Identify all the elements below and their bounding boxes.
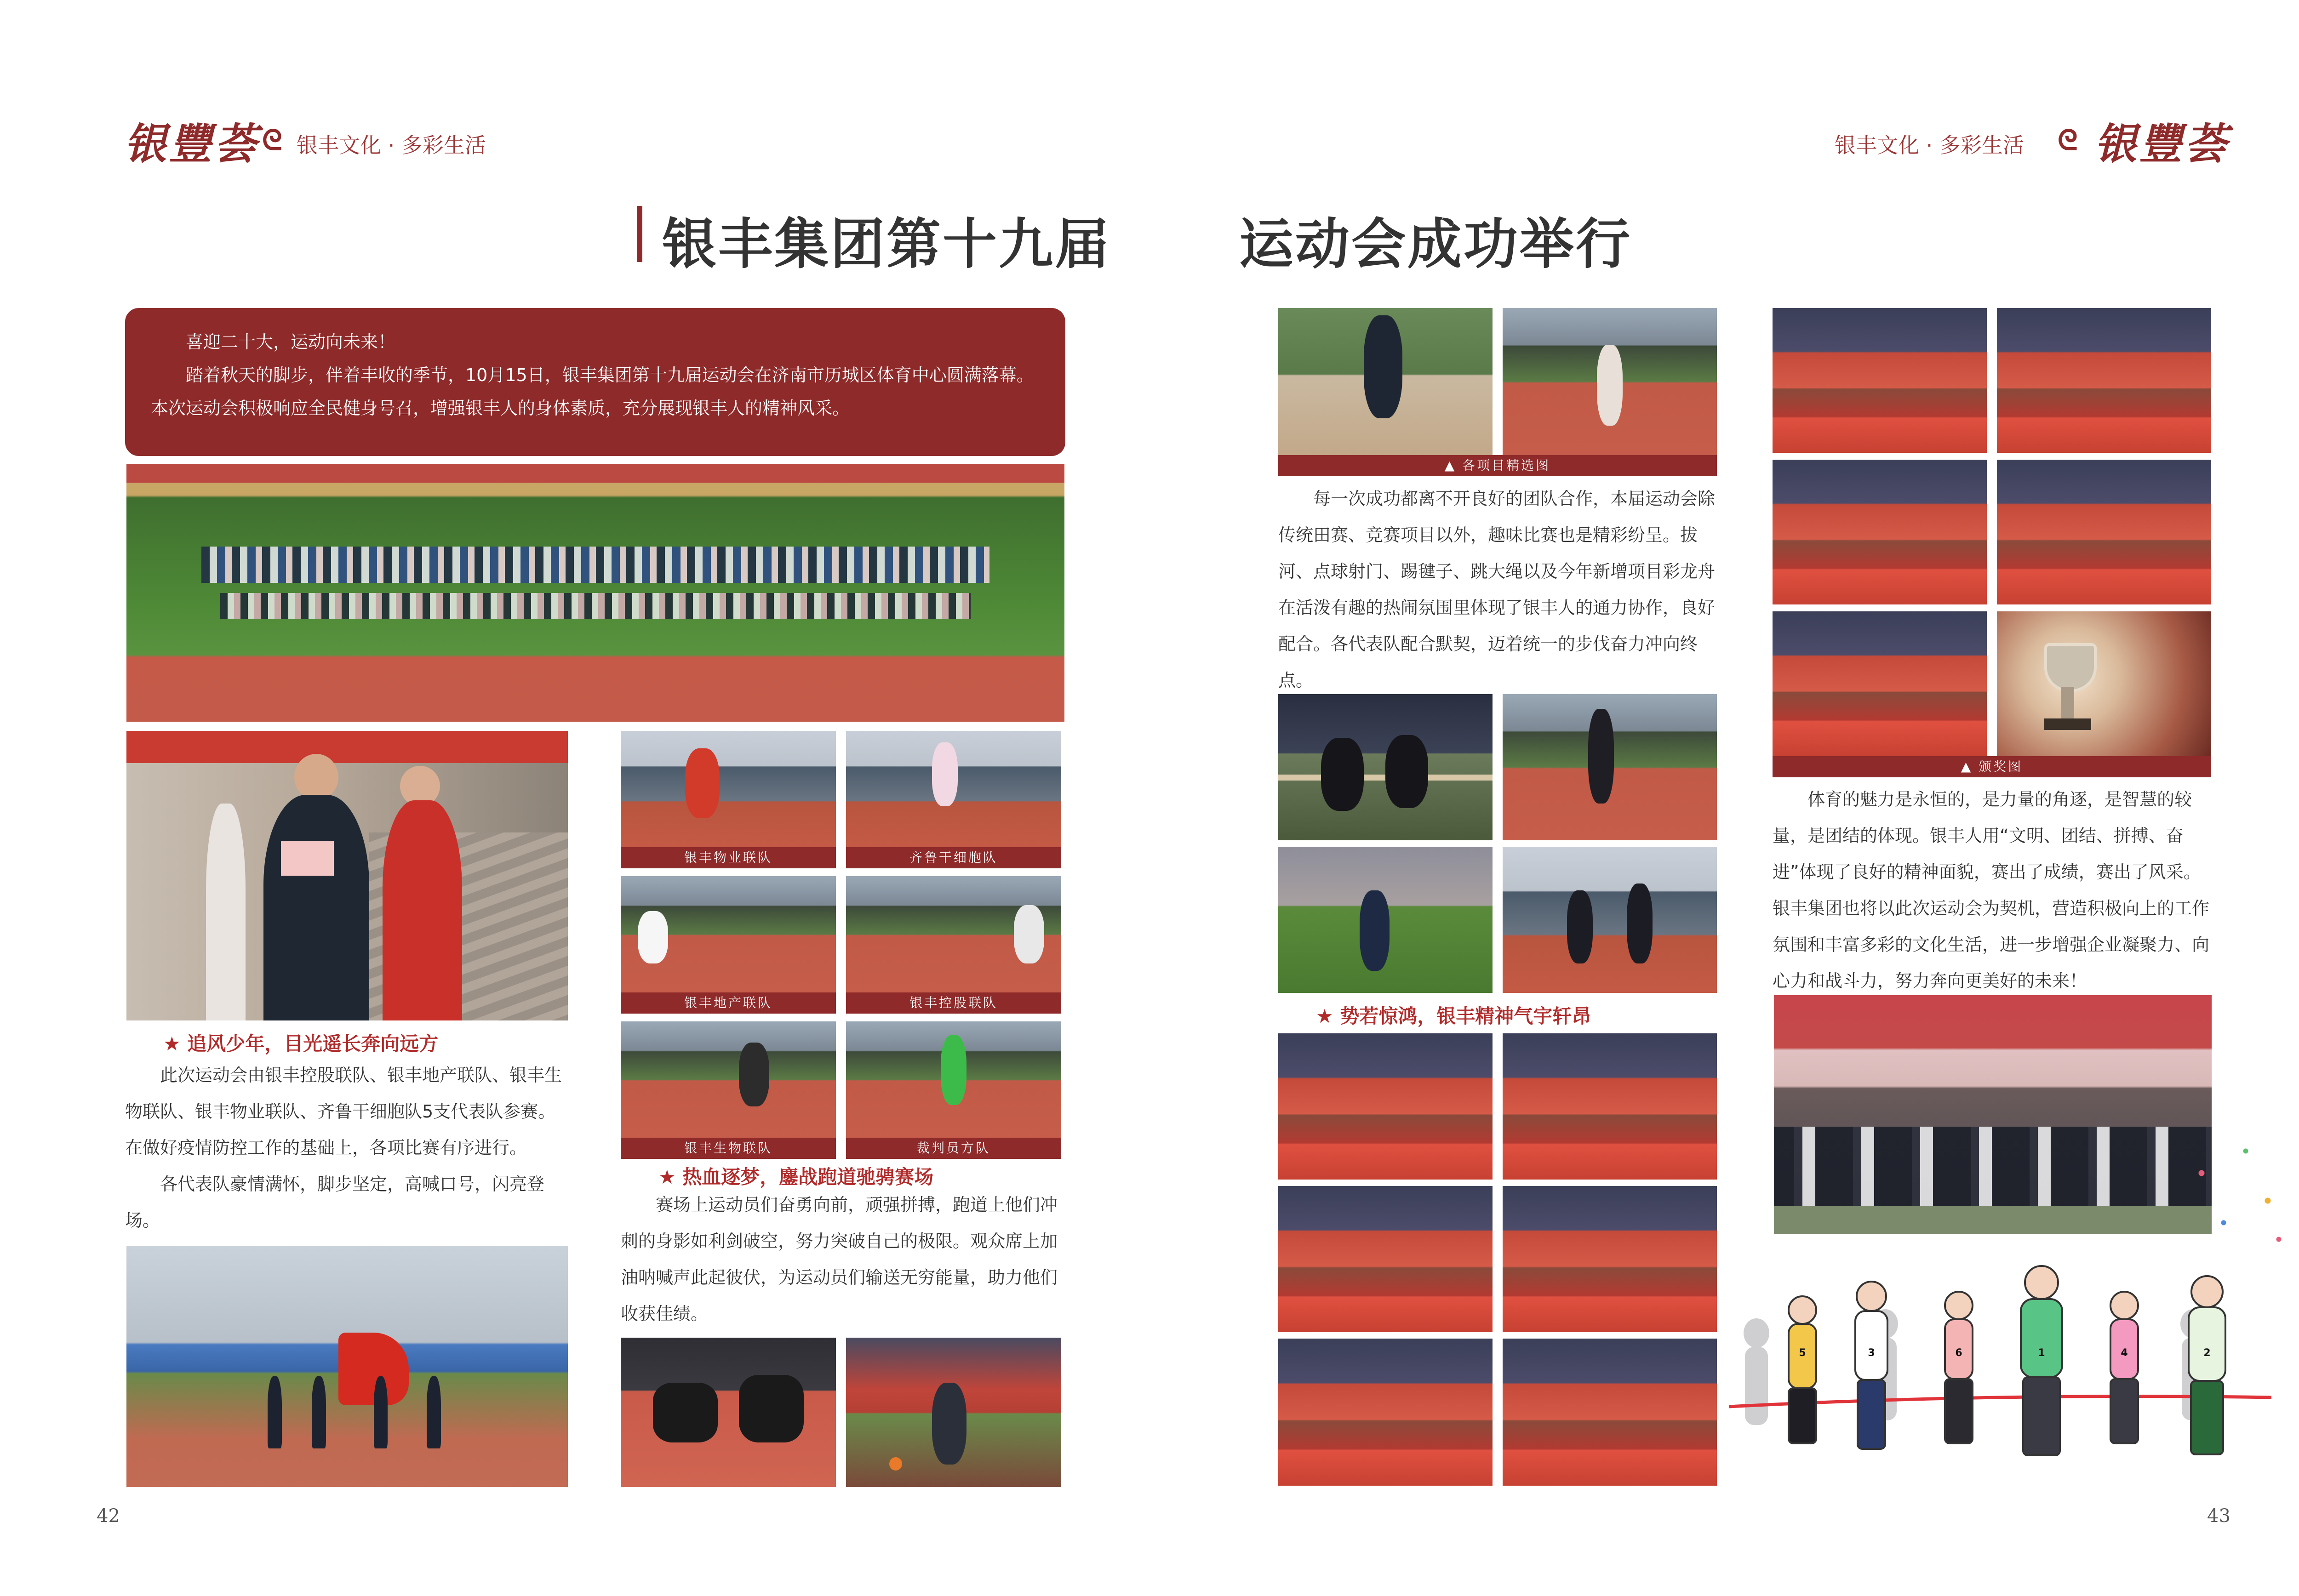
award-photo-3	[1278, 1186, 1493, 1332]
crowd-kick-photo	[846, 1338, 1061, 1487]
runner-bib-6: 2	[2203, 1347, 2211, 1359]
left-subhead: ★ 追风少年，目光遥长奔向远方	[163, 1032, 439, 1055]
confetti-decoration	[2179, 1140, 2290, 1250]
right-body-text-2	[1773, 781, 2214, 999]
runners-illustration	[1720, 1255, 2285, 1512]
award-photo-9	[1773, 460, 1987, 604]
left-para1: 此次运动会由银丰控股联队、银丰地产联队、银丰生物联队、银丰物业联队、齐鲁干细胞队5支代表队参赛。在做好疫情防控工作的基础上，各项比赛有序进行。	[125, 1065, 562, 1158]
page-number-left: 42	[97, 1505, 120, 1527]
middle-body-text	[621, 1187, 1062, 1332]
award-photo-7	[1773, 308, 1987, 453]
sprint-start-photo	[621, 1338, 836, 1487]
runner-bib-1: 5	[1799, 1347, 1806, 1359]
right-body-text-1	[1278, 481, 1720, 699]
right-para1: 每一次成功都离不开良好的团队合作，本届运动会除传统田赛、竞赛项目以外，趣味比赛也是精彩纷呈。拔河、点球射门、踢毽子、跳大绳以及今年新增项目彩龙舟在活泼有趣的热闹氛围里体现了银丰人的通力协作，良好配合。各代表队配合默契，迈着统一的步伐奋力冲向终点。	[1278, 489, 1716, 690]
team-photo-caipan	[846, 1021, 1061, 1138]
runner-bib-4: 1	[2038, 1347, 2045, 1359]
flag-guards-photo	[126, 1246, 568, 1487]
left-section-label: 银丰文化 · 多彩生活	[297, 133, 486, 158]
award-photo-11	[1773, 611, 1987, 756]
middle-para: 赛场上运动员们奋勇向前，顽强拼搏，跑道上他们冲刺的身影如利剑破空，努力突破自己的极限。观众席上加油呐喊声此起彼伏，为运动员们输送无穷能量，助力他们收获佳绩。	[621, 1195, 1058, 1324]
award-photo-2	[1503, 1033, 1717, 1180]
relay-race-photo	[1503, 847, 1717, 993]
runner-bib-5: 4	[2121, 1347, 2128, 1359]
right-para2: 体育的魅力是永恒的，是力量的角逐，是智慧的较量，是团结的体现。银丰人用“文明、团结、拼搏、奋进”体现了良好的精神面貌，赛出了成绩，赛出了风采。银丰集团也将以此次运动会为契机，营造积极向上的工作氛围和丰富多彩的文化生活，进一步增强企业凝聚力、向心力和战斗力，努力奔向更美好的未来！	[1773, 789, 2210, 991]
right-swirl-icon: ᘓ	[2058, 123, 2078, 157]
team-photo-shengwu	[621, 1021, 836, 1138]
left-swirl-icon: ᘓ	[262, 123, 282, 157]
team-caption-4: 银丰控股联队	[846, 992, 1061, 1014]
team-photo-wuye	[621, 731, 836, 847]
left-para2: 各代表队豪情满怀，脚步坚定，高喊口号，闪亮登场。	[125, 1174, 545, 1231]
title-bar-accent	[637, 206, 642, 262]
right-brand-logo: 银豐荟	[2094, 119, 2230, 169]
opening-ceremony-photo	[126, 464, 1064, 722]
middle-subhead: ★ 热血逐梦，鏖战跑道驰骋赛场	[658, 1166, 934, 1188]
award-photo-5	[1278, 1339, 1493, 1486]
team-photo-qilu	[846, 731, 1061, 847]
runner-bib-2: 3	[1868, 1347, 1875, 1359]
tug-of-war-photo	[1278, 694, 1493, 840]
award-photo-1	[1278, 1033, 1493, 1180]
events-caption: ▲ 各项目精选图	[1278, 455, 1717, 476]
award-photo-6	[1503, 1339, 1717, 1486]
group-photo	[1774, 995, 2212, 1234]
left-body-text	[125, 1057, 566, 1239]
team-photo-konggu	[846, 876, 1061, 992]
team-caption-1: 银丰物业联队	[621, 847, 836, 868]
page-title-part1: 银丰集团第十九届	[662, 212, 1111, 276]
award-photo-4	[1503, 1186, 1717, 1332]
page-title-part2: 运动会成功举行	[1239, 212, 1632, 276]
award-photo-8	[1997, 308, 2211, 453]
team-caption-5: 银丰生物联队	[621, 1138, 836, 1159]
track-runner-photo	[1503, 308, 1717, 455]
team-photo-dichan	[621, 876, 836, 992]
page-number-right: 43	[2207, 1505, 2230, 1527]
speaker-photo	[126, 731, 568, 1020]
intro-box	[125, 308, 1065, 456]
runner-bib-3: 6	[1955, 1347, 1962, 1359]
team-caption-3: 银丰地产联队	[621, 992, 836, 1014]
left-brand-logo: 银豐荟	[124, 119, 260, 169]
intro-line2: 踏着秋天的脚步，伴着丰收的季节，10月15日，银丰集团第十九届运动会在济南市历城区体育中心圆满落幕。本次运动会积极响应全民健身号召，增强银丰人的身体素质，充分展现银丰人的精神风采。	[151, 365, 1034, 418]
right-subhead: ★ 势若惊鸿，银丰精神气宇轩昂	[1316, 1005, 1591, 1027]
trophy-photo	[1997, 611, 2211, 756]
right-section-label: 银丰文化 · 多彩生活	[1835, 133, 2024, 158]
jump-rope-photo	[1503, 694, 1717, 840]
award-photo-10	[1997, 460, 2211, 604]
team-caption-2: 齐鲁干细胞队	[846, 847, 1061, 868]
intro-line1: 喜迎二十大，运动向未来！	[186, 332, 396, 352]
long-jump-photo	[1278, 308, 1493, 455]
team-caption-6: 裁判员方队	[846, 1138, 1061, 1159]
award-caption: ▲ 颁奖图	[1773, 756, 2211, 777]
penalty-kick-photo	[1278, 847, 1493, 993]
